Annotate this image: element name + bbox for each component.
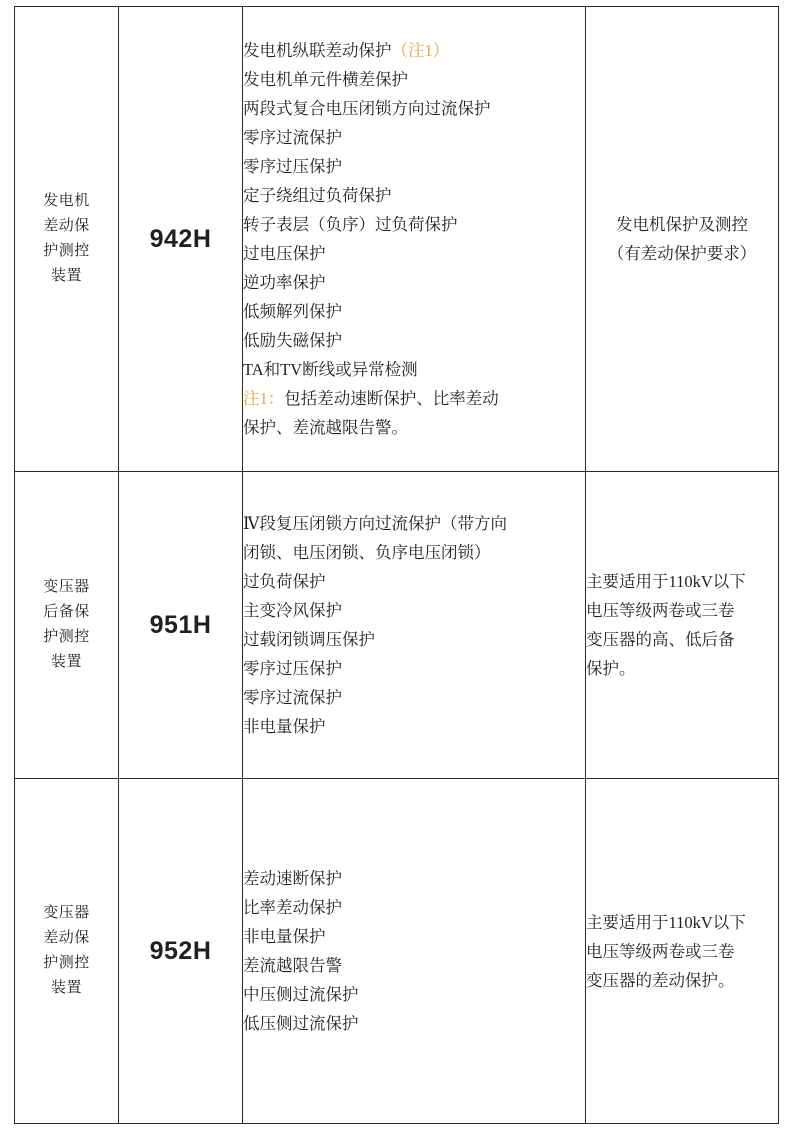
device-name-line: 护测控 [43,955,90,971]
function-item: 发电机纵联差动保护（注1） [243,41,450,60]
table-body [15,7,779,1124]
device-name-line: 护测控 [43,629,90,645]
function-item: 零序过流保护 [243,688,342,707]
footnote-first-line [243,384,585,413]
application-line: 发电机保护及测控 [616,215,748,234]
table-row [15,472,779,779]
protection-functions-cell [243,779,586,1124]
device-name-line: 装置 [50,268,82,284]
function-item: 非电量保护 [243,717,326,736]
application-line: 变压器的高、低后备 [586,630,735,649]
device-name-line: 后备保 [43,604,90,620]
function-item: 低压侧过流保护 [243,1014,359,1033]
function-item: 两段式复合电压闭锁方向过流保护 [243,99,491,118]
function-item: 定子绕组过负荷保护 [243,186,392,205]
function-item: TA和TV断线或异常检测 [243,360,418,379]
function-item: 中压侧过流保护 [243,985,359,1004]
application-line: 电压等级两卷或三卷 [586,601,735,620]
function-item: 逆功率保护 [243,273,326,292]
function-item: Ⅳ段复压闭锁方向过流保护（带方向 [243,514,507,533]
application-scope-cell [586,472,779,779]
footnote-label: 注1： [243,389,285,408]
protection-functions-cell [243,472,586,779]
application-line: 主要适用于110kV以下 [586,572,746,591]
device-spec-table [14,6,779,1124]
device-model-cell: 951H [119,472,243,779]
application-line: 变压器的差动保护。 [586,970,735,990]
device-name-line: 变压器 [43,579,90,595]
footnote-text: 保护、差流越限告警。 [243,418,408,437]
application-scope-cell [586,7,779,472]
protection-functions-cell [243,7,586,472]
function-item: 发电机单元件横差保护 [243,70,408,89]
device-name-cell [15,779,119,1124]
function-item-cont: 闭锁、电压闭锁、负序电压闭锁） [243,543,491,562]
function-item: 过电压保护 [243,244,326,263]
footnote-text: 包括差动速断保护、比率差动 [284,389,499,408]
device-name-line: 差动保 [43,218,90,234]
function-item: 过负荷保护 [243,572,326,591]
note-reference: （注1） [391,41,450,60]
function-item: 过载闭锁调压保护 [243,630,375,649]
device-name-cell [15,7,119,472]
function-item: 主变冷风保护 [243,601,342,620]
device-name-line: 差动保 [43,930,90,946]
function-item: 差动速断保护 [243,869,342,888]
device-name-line: 装置 [50,980,82,996]
device-model-cell: 942H [119,7,243,472]
table-row [15,7,779,472]
application-scope-cell [586,779,779,1124]
function-item: 零序过压保护 [243,659,342,678]
function-item: 转子表层（负序）过负荷保护 [243,215,458,234]
function-item: 差流越限告警 [243,956,342,975]
table-row [15,779,779,1124]
application-line: 保护。 [586,659,636,678]
function-item: 零序过流保护 [243,128,342,147]
device-model-cell: 952H [119,779,243,1124]
application-line: 主要适用于110kV以下 [586,912,746,932]
device-name-cell [15,472,119,779]
application-line: （有差动保护要求） [607,244,757,263]
footnote [243,384,585,442]
function-item: 非电量保护 [243,927,326,946]
device-name-line: 变压器 [43,905,90,921]
device-name-line: 装置 [50,654,82,670]
application-line: 电压等级两卷或三卷 [586,941,735,961]
function-item: 比率差动保护 [243,898,342,917]
device-name-line: 护测控 [43,243,90,259]
function-item: 低频解列保护 [243,302,342,321]
function-item: 低励失磁保护 [243,331,342,350]
device-name-line: 发电机 [43,193,90,209]
function-item: 零序过压保护 [243,157,342,176]
